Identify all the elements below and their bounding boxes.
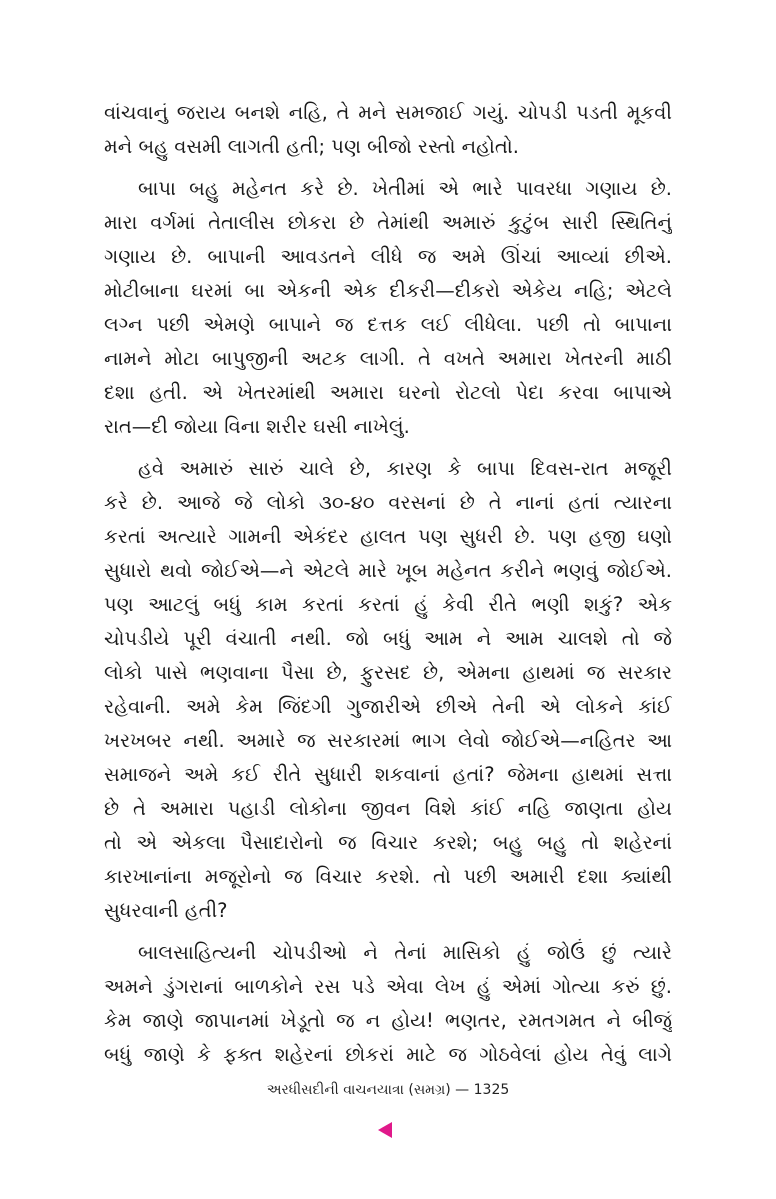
text-line: મોટીબાના ઘરમાં બા એકની એક દીકરી—દીકરો એકેય નહિ; એટલે: [104, 279, 672, 302]
text-line: સુધરવાની હતી?: [104, 899, 228, 922]
text-line: ગણાય છે. બાપાની આવડતને લીધે જ અમે ઊંચાં આવ્યાં છીએ.: [104, 245, 672, 268]
paragraph-1: [104, 96, 672, 164]
paragraph-2: [104, 172, 672, 444]
text-line: કેમ જાણે જાપાનમાં ખેડૂતો જ ન હોય! ભણતર, રમતગમત ને બીજું: [104, 1009, 672, 1032]
text-line: સુધારો થવો જોઈએ—ને એટલે મારે ખૂબ મહેનત કરીને ભણવું જોઈએ.: [104, 559, 672, 582]
previous-page-arrow-icon[interactable]: [378, 1122, 392, 1138]
text-line: સમાજને અમે કઈ રીતે સુધારી શકવાનાં હતાં? જેમના હાથમાં સત્તા: [104, 763, 672, 786]
text-line: ચોપડીયે પૂરી વંચાતી નથી. જો બધું આમ ને આમ ચાલશે તો જે: [104, 627, 672, 650]
text-line: અમને ડુંગરાનાં બાળકોને રસ પડે એવા લેખ હું એમાં ગોત્યા કરું છું.: [104, 975, 672, 998]
text-line: મારા વર્ગમાં તેતાલીસ છોકરા છે તેમાંથી અમારું કુટુંબ સારી સ્થિતિનું: [104, 211, 672, 234]
text-line: કરે છે. આજે જે લોકો ૩૦-૪૦ વરસનાં છે તે નાનાં હતાં ત્યારના: [104, 491, 672, 514]
page-footer: અરધીસદીની વાચનયાત્રા (સમગ્ર) — 1325: [266, 1082, 510, 1098]
text-line: દશા હતી. એ ખેતરમાંથી અમારા ઘરનો રોટલો પેદા કરવા બાપાએ: [104, 381, 672, 404]
text-line: લોકો પાસે ભણવાના પૈસા છે, ફુરસદ છે, એમના હાથમાં જ સરકાર: [104, 661, 672, 684]
text-line: લગ્ન પછી એમણે બાપાને જ દત્તક લઈ લીધેલા. પછી તો બાપાના: [104, 313, 672, 336]
text-line: બધું જાણે કે ફક્ત શહેરનાં છોકરાં માટે જ ગોઠવેલાં હોય તેવું લાગે: [104, 1043, 672, 1066]
page-body: [104, 96, 672, 1080]
text-line: વાંચવાનું જરાય બનશે નહિ, તે મને સમજાઈ ગયું. ચોપડી પડતી મૂકવી: [104, 101, 672, 124]
text-line: કારખાનાંના મજૂરોનો જ વિચાર કરશે. તો પછી અમારી દશા ક્યાંથી: [104, 865, 672, 888]
text-line: બાલસાહિત્યની ચોપડીઓ ને તેનાં માસિકો હું જોઉં છું ત્યારે: [138, 941, 672, 964]
text-line: તો એ એકલા પૈસાદારોનો જ વિચાર કરશે; બહુ બહુ તો શહેરનાં: [104, 831, 672, 854]
text-line: હવે અમારું સારું ચાલે છે, કારણ કે બાપા દિવસ-રાત મજૂરી: [138, 457, 672, 480]
text-line: મને બહુ વસમી લાગતી હતી; પણ બીજો રસ્તો નહોતો.: [104, 135, 519, 158]
text-line: છે તે અમારા પહાડી લોકોના જીવન વિશે કાંઈ નહિ જાણતા હોય: [104, 797, 672, 820]
text-line: રહેવાની. અમે કેમ જિંદગી ગુજારીએ છીએ તેની એ લોકને કાંઈ: [104, 695, 672, 718]
paragraph-4: [104, 936, 672, 1072]
paragraph-3: [104, 452, 672, 928]
text-line: નામને મોટા બાપુજીની અટક લાગી. તે વખતે અમારા ખેતરની માઠી: [104, 347, 672, 370]
text-line: ખરખબર નથી. અમારે જ સરકારમાં ભાગ લેવો જોઈએ—નહિતર આ: [104, 729, 672, 752]
text-line: કરતાં અત્યારે ગામની એકંદર હાલત પણ સુધરી છે. પણ હજી ઘણો: [104, 525, 672, 548]
text-line: રાત—દી જોયા વિના શરીર ઘસી નાખેલું.: [104, 415, 410, 438]
text-line: બાપા બહુ મહેનત કરે છે. ખેતીમાં એ ભારે પાવરધા ગણાય છે.: [138, 177, 672, 200]
text-line: પણ આટલું બધું કામ કરતાં કરતાં હું કેવી રીતે ભણી શકું? એક: [104, 593, 672, 616]
